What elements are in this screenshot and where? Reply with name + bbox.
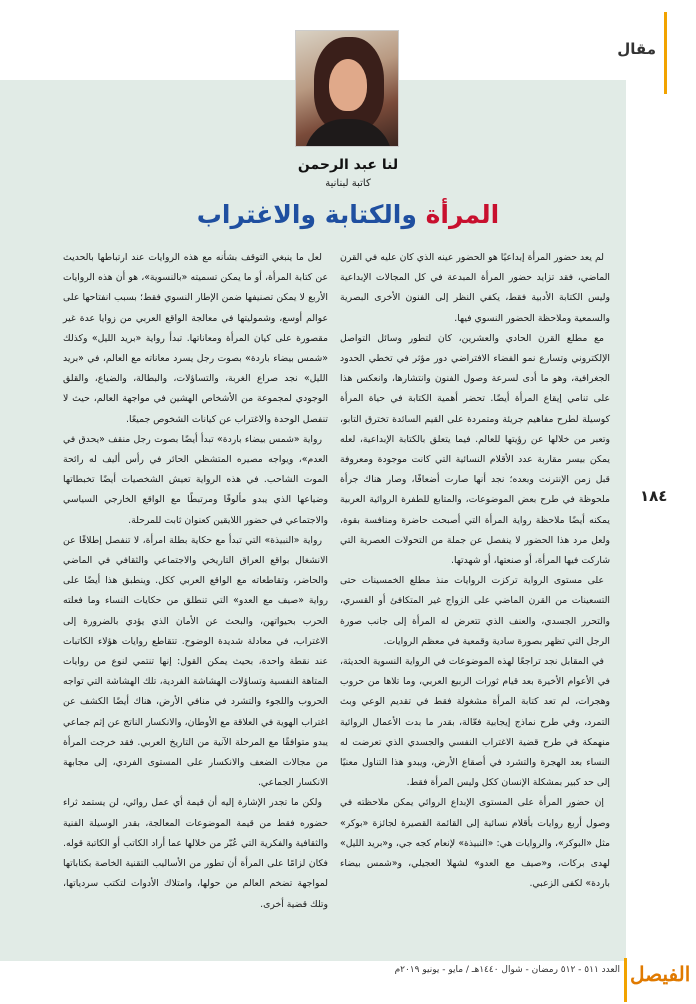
paragraph: في المقابل نجد تراجعًا لهذه الموضوعات في الرواية النسوية الحديثة، في الأعوام الأخيرة بعد قيام ثورات الربيع العربي، وما تلاها من حروب وهجرات، لم تعد كتابة المرأة مشغولة فقط في تقديم الوعي وبث التمرد، وفي طرح نماذج إيجابية فعّالة، بقدر ما بدت الأعمال الروائية منهمكة في طرح قضية الاغتراب النفسي والجسدي الذي تعرضت له النساء بعد الهجرة والتشرد في أصقاع الأرض، ويبدو هذا التناول معنيًا إلى حد كبير بمشكلة الإنسان ككل وليس المرأة فقط.: [340, 656, 610, 789]
author-photo-face: [329, 59, 367, 111]
author-name: لنا عبد الرحمن: [297, 157, 399, 173]
article-column-right: [340, 248, 610, 895]
article-column-left: [63, 248, 328, 915]
paragraph: لعل ما ينبغي التوقف بشأنه مع هذه الروايات عند ارتباطها بالحديث عن كتابة المرأة، أو ما يمكن تسميته «بالنسوية»، هو أن هذه الروايات الأربع لا يمكن تصنيفها ضمن الإطار النسوي فقط؛ بسبب انفتاحها على عوالم أوسع، وشموليتها في معالجة الواقع العربي من زوايا عدة غير مقصورة على كيان المرأة ومعاناتها. تبدأ رواية «بريد الليل» وكذلك «شمس بيضاء باردة» بصوت رجل يسرد معاناته مع العالم، في «بريد الليل» نجد صراع الغربة، والتساؤلات، والبطالة، والضياع، والقلق الوجودي لمجموعة من الأشخاص الهشين في مواجهة العالم، حيث لا تنفصل الوحدة والاغتراب عن كيانات الشخوص جميعًا.: [63, 252, 328, 425]
paragraph: لم يعد حضور المرأة إبداعيًا هو الحضور عينه الذي كان عليه في القرن الماضي، فقد تزايد حضور المرأة المبدعة في كل المجالات الإبداعية وليس الكتابة الأدبية فقط، يكفي النظر إلى الفنون الأخرى البصرية والسمعية وملاحظة الحضور النسوي فيها.: [340, 252, 610, 324]
paragraph: ولكن ما تجدر الإشارة إليه أن قيمة أي عمل روائي، لن يستمد ثراء حضوره فقط من قيمة الموضوعات المعالجة، بقدر الوسيلة الفنية والثقافية والفكرية التي عُبّر من خلالها عما أراد الكاتب أو الكاتبة قوله. فكان لزامًا على المرأة أن تطور من الأساليب التقنية الخاصة بكتاباتها لمواجهة تضخم العالم من حولها، وامتلاك الأدوات لتكتب سردياتها، وتلك قضية أخرى.: [63, 797, 328, 910]
section-label: مقال: [617, 40, 656, 58]
paragraph: على مستوى الرواية تركزت الروايات منذ مطلع الخمسينات حتى التسعينات من القرن الماضي على الزواج غير المتكافئ أو القسري، والتحرر الجسدي، والعنف الذي تتعرض له المرأة إلى جانب صورة الرجل التي تظهر بصورة سادية وقمعية في معظم الروايات.: [340, 575, 610, 647]
page-number: ١٨٤: [640, 487, 668, 505]
footer-divider: [0, 960, 626, 961]
issue-info: العدد ٥١١ - ٥١٢ رمضان - شوال ١٤٤٠هـ / مايو - يونيو ٢٠١٩م: [394, 965, 620, 975]
paragraph: رواية «النبيذة» التي تبدأ مع حكاية بطلة امرأة، لا تنفصل إطلاقًا عن الانشغال بواقع العراق التاريخي والاجتماعي والثقافي في الماضي والحاضر، وتقاطعاته مع الواقع العربي ككل. وينطبق هذا أيضًا على رواية «صيف مع العدو» التي تنطلق من حكايات النساء وما فعلته الحرب بحيواتهن، والبحث عن الأمان الذي يؤدي بالضرورة إلى الاغتراب، في معادلة شديدة الوضوح. تتقاطع روايات هؤلاء الكاتبات عند نقطة واحدة، بحيث يمكن القول: إنها تنتمي لنوع من روايات المتاهة النفسية وتساؤلات الهشاشة الفردية، تلك الهشاشة التي تواجه الحروب واللجوء والتشرد في منافي الأرض، هناك أيضًا الكشف عن اغتراب الهوية في العلاقة مع الأوطان، والانكسار الناتج عن إثم جماعي يبدو متوافقًا مع المرحلة الآنية من التاريخ العربي. فقد خرجت المرأة من مجالات الضعف والانكسار على المستوى الفردي، إلى مجابهة الانكسار الجماعي.: [63, 534, 328, 789]
title-part-blue: والكتابة والاغتراب: [196, 200, 417, 229]
section-accent-bar: [664, 12, 667, 94]
paragraph: إن حضور المرأة على المستوى الإبداع الروائي يمكن ملاحظته في وصول أربع روايات بأقلام نسائية إلى القائمة القصيرة لجائزة «بوكر» مثل «البوكر»، والروايات هي: «النبيذة» لإنعام كجه جي، و«بريد الليل» لهدى بركات، و«صيف مع العدو» لشهلا العجيلي، و«شمس بيضاء باردة» لكفى الزعبي.: [340, 797, 610, 890]
author-photo: [295, 30, 399, 147]
author-photo-shoulders: [304, 119, 392, 147]
title-part-red: المرأة: [425, 200, 500, 229]
magazine-logo: الفيصل: [630, 962, 691, 986]
logo-accent-bar: [624, 958, 627, 1002]
paragraph: رواية «شمس بيضاء باردة» تبدأ أيضًا بصوت رجل منقف «يحدق في العدم»، ويواجه مصيره المتشظي الحائر في رأس أليف له رائحة الموت الشاحب. في هذه الرواية تعيش الشخصيات أيضًا تخبطاتها وضياعها الذي يبدو مألوفًا ومرتبطًا مع الواقع الخارجي السياسي والاجتماعي في حضور اللايقين كعنوان ثابت للمرحلة.: [63, 433, 328, 526]
paragraph: مع مطلع القرن الحادي والعشرين، كان لتطور وسائل التواصل الإلكتروني وتسارع نمو الفضاء الافتراضي دور مؤثر في تخطي الحدود الجغرافية، وهو ما أدى لسرعة وصول الفنون وانتشارها، وانعكس هذا على تنامي إيقاع المرأة أيضًا. تحضر أهمية الكتابة في حياة المرأة كوسيلة لطرح مفاهيم جريئة ومتمردة على القيم السائدة تخترق التابو، وتعبر من خلالها عن رؤيتها للعالم. فيما يتعلق بالكتابة الإبداعية، لعله يمكن بيسر مقاربة عدد الأقلام النسائية التي كانت موجودة ومعروفة قبل زمن الإنترنت وبعده؛ نجد أنها صارت أضعافًا، وصار هناك جرأة ملحوظة في طرح بعض الموضوعات، والمتابع للطفرة الروائية العربية يمكنه أيضًا ملاحظة رواية المرأة التي أصبحت حاضرة ومنافسة بقوة، ولعل مرد هذا الحضور لا ينفصل عن جملة من التحولات العصرية التي شاركت فيها المرأة، أو صنعتها، أو شهدتها.: [340, 332, 610, 567]
author-role: كاتبة لبنانية: [325, 178, 371, 189]
article-title: [0, 200, 696, 229]
